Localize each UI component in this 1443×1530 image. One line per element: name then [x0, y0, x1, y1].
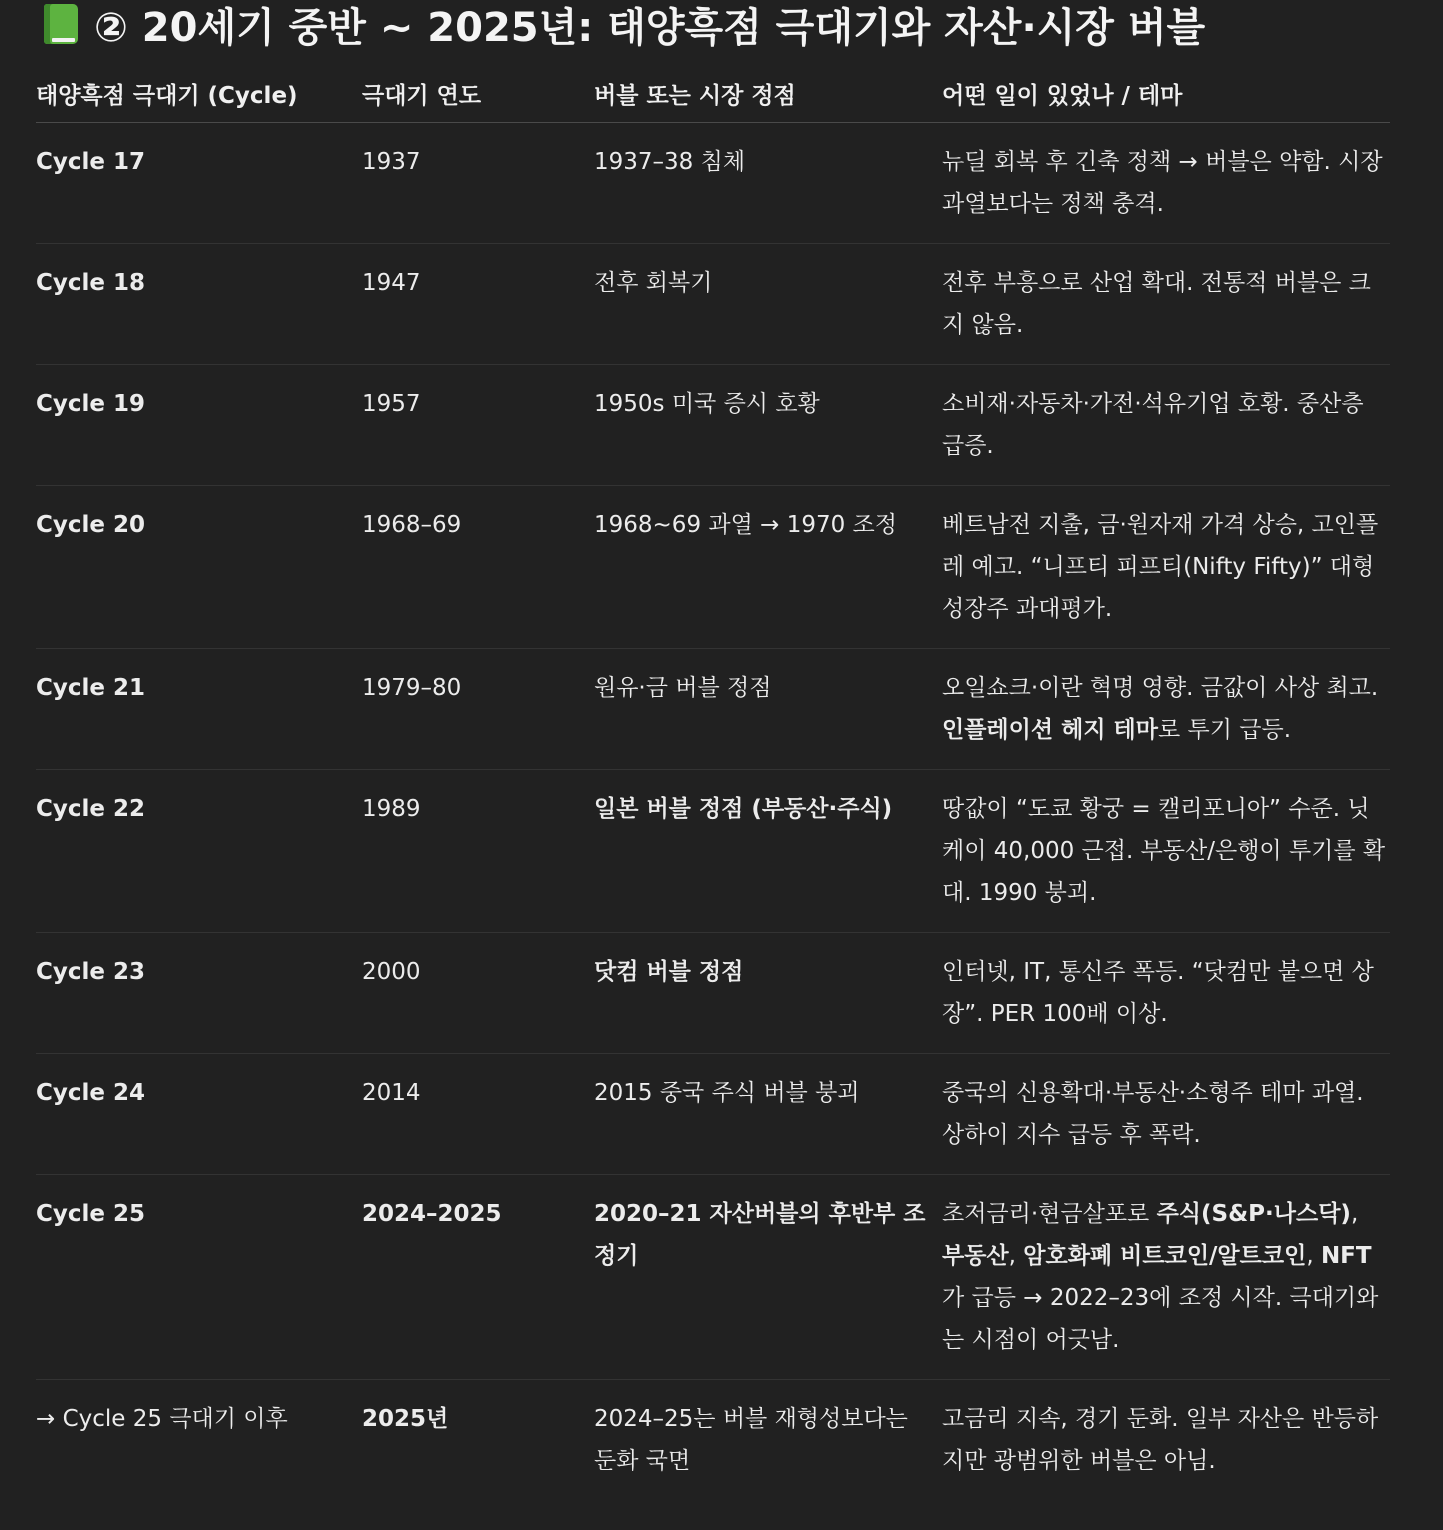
- cell-year: 1989: [362, 770, 594, 933]
- theme-emphasis: 암호화폐 비트코인/알트코인: [1023, 1243, 1307, 1269]
- cell-theme: [942, 486, 1390, 649]
- cell-theme: [942, 649, 1390, 770]
- cell-cycle: Cycle 17: [36, 123, 362, 244]
- cell-year: 1968–69: [362, 486, 594, 649]
- cell-cycle: Cycle 22: [36, 770, 362, 933]
- cell-cycle: Cycle 18: [36, 244, 362, 365]
- cell-year: 1937: [362, 123, 594, 244]
- theme-text: 전후 부흥으로 산업 확대. 전통적 버블은 크지 않음.: [942, 270, 1371, 338]
- theme-text: 로 투기 급등.: [1157, 717, 1292, 743]
- table-row: [36, 486, 1390, 649]
- cell-peak: 1937–38 침체: [594, 123, 942, 244]
- theme-text: 땅값이 “도쿄 황궁 = 캘리포니아” 수준. 닛케이 40,000 근접. 부동산/은행이 투기를 확대. 1990 붕괴.: [942, 796, 1386, 906]
- table-row: [36, 244, 1390, 365]
- theme-text: ,: [1008, 1243, 1024, 1269]
- theme-text: 오일쇼크·이란 혁명 영향. 금값이 사상 최고.: [942, 675, 1379, 701]
- table-row: [36, 1054, 1390, 1175]
- page-heading: [44, 0, 1206, 51]
- cell-cycle: Cycle 24: [36, 1054, 362, 1175]
- cycle-table-container: [36, 64, 1390, 1500]
- theme-emphasis: NFT: [1320, 1243, 1372, 1269]
- cell-cycle: Cycle 25: [36, 1175, 362, 1380]
- header-year: 극대기 연도: [362, 64, 594, 123]
- cell-peak: 2015 중국 주식 버블 붕괴: [594, 1054, 942, 1175]
- table-row: [36, 1380, 1390, 1501]
- table-row: [36, 1175, 1390, 1380]
- header-cycle: 태양흑점 극대기 (Cycle): [36, 64, 362, 123]
- theme-text: 가 급등 → 2022–23에 조정 시작. 극대기와는 시점이 어긋남.: [942, 1285, 1379, 1353]
- cell-peak: 1950s 미국 증시 호황: [594, 365, 942, 486]
- theme-emphasis: 인플레이션 헤지 테마: [942, 717, 1158, 743]
- cell-peak: 2020–21 자산버블의 후반부 조정기: [594, 1175, 942, 1380]
- cell-theme: [942, 1380, 1390, 1501]
- table-row: [36, 365, 1390, 486]
- cell-peak: 1968~69 과열 → 1970 조정: [594, 486, 942, 649]
- cell-peak: 전후 회복기: [594, 244, 942, 365]
- cell-theme: [942, 1054, 1390, 1175]
- header-peak: 버블 또는 시장 정점: [594, 64, 942, 123]
- cell-year: 2000: [362, 933, 594, 1054]
- cell-theme: [942, 365, 1390, 486]
- theme-text: 초저금리·현금살포로: [942, 1201, 1157, 1227]
- cell-peak: 닷컴 버블 정점: [594, 933, 942, 1054]
- cell-cycle: Cycle 19: [36, 365, 362, 486]
- cell-theme: [942, 1175, 1390, 1380]
- cell-cycle: → Cycle 25 극대기 이후: [36, 1406, 288, 1432]
- header-theme: 어떤 일이 있었나 / 테마: [942, 64, 1390, 123]
- theme-text: 소비재·자동차·가전·석유기업 호황. 중산층 급증.: [942, 391, 1364, 459]
- cell-year: 1979–80: [362, 649, 594, 770]
- cell-theme: [942, 123, 1390, 244]
- table-header: [36, 64, 1390, 123]
- theme-text: ,: [1306, 1243, 1321, 1269]
- cycle-table: [36, 64, 1390, 1500]
- table-row: [36, 933, 1390, 1054]
- table-row: [36, 123, 1390, 244]
- theme-text: 뉴딜 회복 후 긴축 정책 → 버블은 약함. 시장 과열보다는 정책 충격.: [942, 149, 1383, 217]
- table-body: [36, 123, 1390, 1501]
- theme-emphasis: 부동산: [942, 1243, 1009, 1269]
- theme-text: 인터넷, IT, 통신주 폭등. “닷컴만 붙으면 상장”. PER 100배 이상.: [942, 959, 1374, 1027]
- theme-text: 베트남전 지출, 금·원자재 가격 상승, 고인플레 예고. “니프티 피프티(Nifty Fifty)” 대형 성장주 과대평가.: [942, 512, 1379, 622]
- theme-text: 중국의 신용확대·부동산·소형주 테마 과열. 상하이 지수 급등 후 폭락.: [942, 1080, 1364, 1148]
- table-row: [36, 770, 1390, 933]
- table-header-row: [36, 64, 1390, 123]
- cell-year: 2014: [362, 1054, 594, 1175]
- theme-emphasis: 주식(S&P·나스닥): [1156, 1201, 1351, 1227]
- cell-year: 1947: [362, 244, 594, 365]
- theme-text: 고금리 지속, 경기 둔화. 일부 자산은 반등하지만 광범위한 버블은 아님.: [942, 1406, 1379, 1474]
- cell-cycle: Cycle 21: [36, 649, 362, 770]
- cell-cycle: Cycle 20: [36, 486, 362, 649]
- cell-year: 2025년: [362, 1406, 449, 1432]
- page-title: ② 20세기 중반 ~ 2025년: 태양흑점 극대기와 자산·시장 버블: [94, 4, 1206, 51]
- cell-year: 2024–2025: [362, 1175, 594, 1380]
- theme-text: ,: [1350, 1201, 1359, 1227]
- cell-theme: [942, 244, 1390, 365]
- cell-peak: 원유·금 버블 정점: [594, 649, 942, 770]
- cell-year: 1957: [362, 365, 594, 486]
- table-row: [36, 649, 1390, 770]
- cell-theme: [942, 770, 1390, 933]
- cell-theme: [942, 933, 1390, 1054]
- green-book-icon: [44, 4, 78, 44]
- cell-cycle: Cycle 23: [36, 933, 362, 1054]
- cell-peak: 2024–25는 버블 재형성보다는 둔화 국면: [594, 1406, 908, 1474]
- cell-peak: 일본 버블 정점 (부동산·주식): [594, 770, 942, 933]
